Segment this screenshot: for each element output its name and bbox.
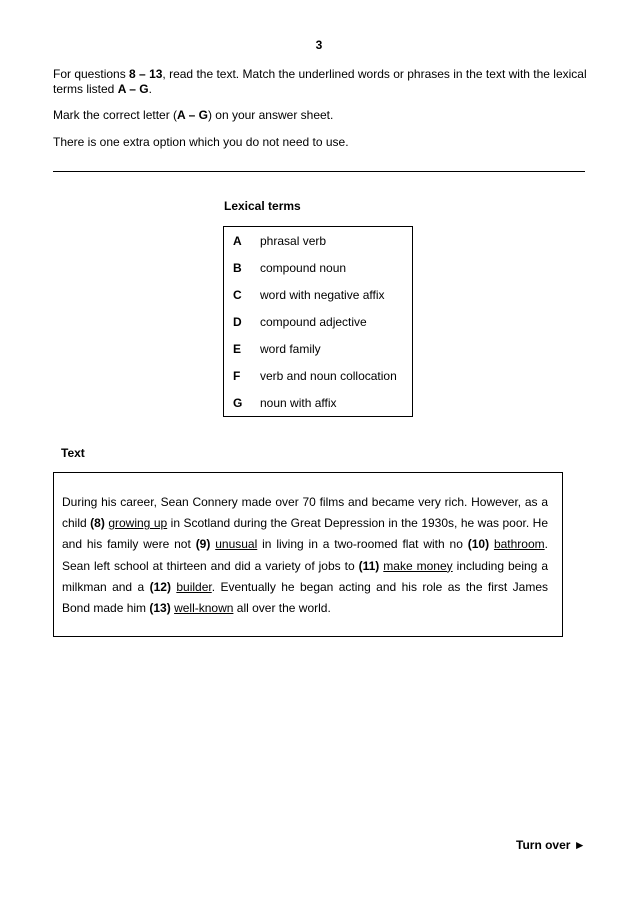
instruction-text: For questions xyxy=(53,67,130,81)
instruction-text: ) on your answer sheet. xyxy=(207,108,334,122)
question-range: 8 – 13 xyxy=(129,67,163,81)
underlined-phrase-8: growing up xyxy=(108,516,168,531)
text-segment: . Sean left school at thirteen and did a variety of jobs to xyxy=(62,537,548,573)
lexical-term-row xyxy=(224,261,412,281)
question-number-13: (13) xyxy=(149,601,171,616)
lexical-term-row xyxy=(224,369,412,389)
text-segment: During his career, Sean Connery made over 70 films and became very rich. However, as a child xyxy=(62,495,548,531)
reading-text-box xyxy=(53,472,563,637)
instruction-text: , read the text. Match the underlined words or phrases in the text with the lexical terms listed xyxy=(53,67,587,96)
text-segment: . Eventually he began acting and his role as the first James Bond made him xyxy=(62,579,548,616)
letter-range: A – G xyxy=(117,82,149,96)
text-section-title: Text xyxy=(61,446,85,460)
lexical-terms-title: Lexical terms xyxy=(224,199,301,213)
term-label: compound adjective xyxy=(260,315,367,329)
instruction-text: . xyxy=(148,82,152,96)
term-label: compound noun xyxy=(260,261,347,275)
text-segment: in Scotland during the Great Depression in the 1930s, he was poor. He and his family were not xyxy=(62,516,548,552)
lexical-term-row xyxy=(224,396,412,416)
term-letter: C xyxy=(233,288,242,302)
text-segment: all over the world. xyxy=(233,601,331,616)
term-label: verb and noun collocation xyxy=(260,369,397,383)
instruction-text: Mark the correct letter ( xyxy=(53,108,178,122)
instruction-paragraph-2 xyxy=(53,108,588,123)
term-label: noun with affix xyxy=(260,396,337,410)
letter-range: A – G xyxy=(177,108,208,122)
term-letter: F xyxy=(233,369,241,383)
text-segment: in living in a two-roomed flat with no xyxy=(257,537,468,552)
term-label: word with negative affix xyxy=(260,288,385,302)
term-letter: A xyxy=(233,234,242,248)
underlined-phrase-9: unusual xyxy=(215,537,258,552)
term-letter: E xyxy=(233,342,242,356)
term-letter: D xyxy=(233,315,242,329)
turn-over-label: Turn over ► xyxy=(516,838,586,852)
instruction-paragraph-3: There is one extra option which you do not need to use. xyxy=(53,135,349,149)
page-number: 3 xyxy=(315,38,323,52)
underlined-phrase-10: bathroom xyxy=(493,537,545,552)
underlined-phrase-13: well-known xyxy=(174,601,234,616)
lexical-term-row xyxy=(224,315,412,335)
underlined-phrase-12: builder xyxy=(176,579,212,594)
question-number-8: (8) xyxy=(90,516,105,531)
term-letter: B xyxy=(233,261,242,275)
lexical-terms-box xyxy=(223,226,413,417)
question-number-12: (12) xyxy=(149,579,171,594)
underlined-phrase-11: make money xyxy=(383,558,453,573)
lexical-term-row xyxy=(224,234,412,254)
text-segment: including being a milkman and a xyxy=(62,558,548,594)
instruction-paragraph-1 xyxy=(53,67,588,97)
lexical-term-row xyxy=(224,342,412,362)
question-number-10: (10) xyxy=(467,537,490,552)
horizontal-divider xyxy=(53,171,585,172)
term-letter: G xyxy=(233,396,243,410)
lexical-term-row xyxy=(224,288,412,308)
question-number-9: (9) xyxy=(195,537,211,552)
question-number-11: (11) xyxy=(358,558,380,573)
term-label: phrasal verb xyxy=(260,234,327,248)
term-label: word family xyxy=(260,342,321,356)
